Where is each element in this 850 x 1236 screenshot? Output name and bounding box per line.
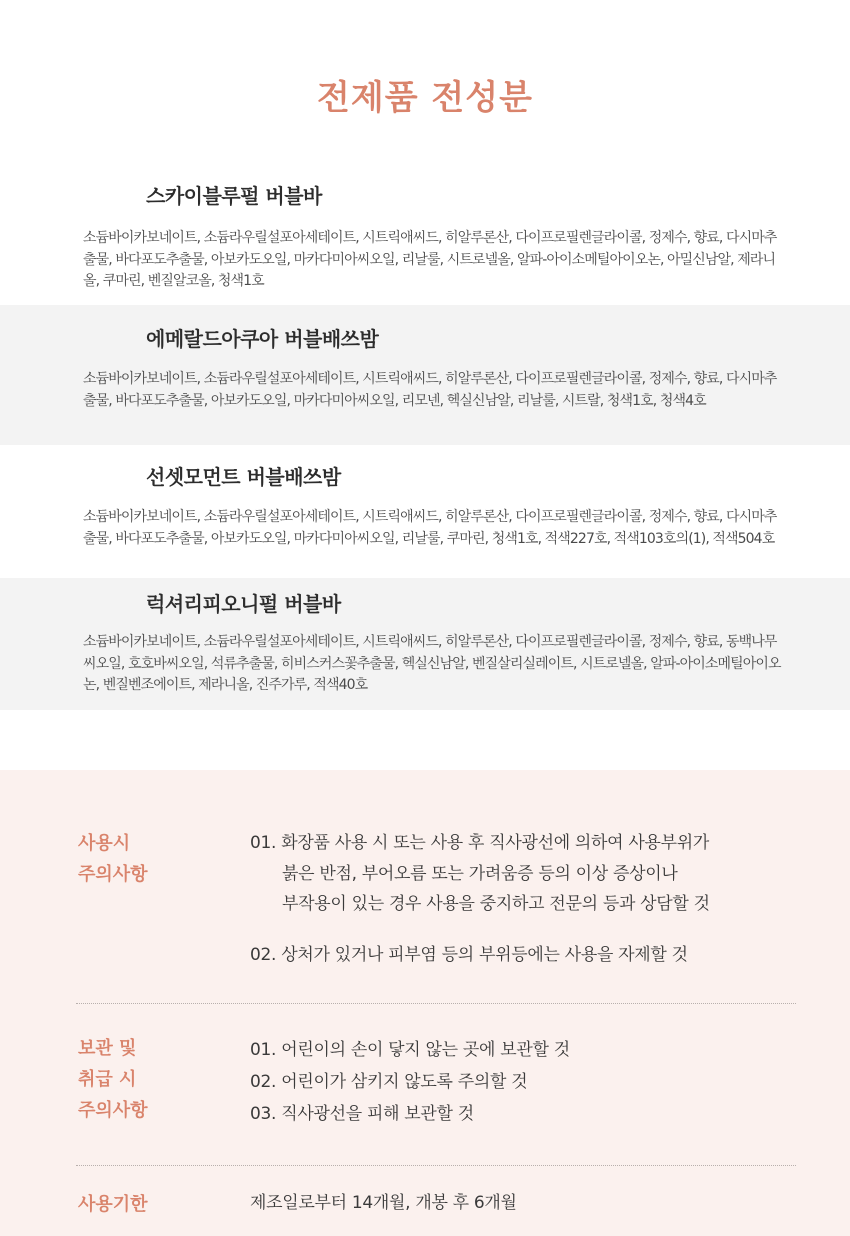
product-section <box>0 578 850 710</box>
caution-list <box>250 828 710 920</box>
divider <box>76 1165 796 1166</box>
expiry-text: 제조일로부터 14개월, 개봉 후 6개월 <box>250 1193 517 1213</box>
caution-label: 사용시 주의사항 <box>78 833 148 885</box>
product-section <box>0 445 850 578</box>
page-title: 전제품 전성분 <box>317 78 533 118</box>
product-ingredients: 소듐바이카보네이트, 소듐라우릴설포아세테이트, 시트릭애씨드, 히알루론산, 다이프로필렌글라이콜, 정제수, 향료, 동백나무씨오일, 호호바씨오일, 석류추출물, 히비스커스꽃추출물, 헥실신남알, 벤질살리실레이트, 시트로넬올, 알파-아이소메틸아이오논, 벤질벤조에이트, 제라니올, 진주가루, 적색40호 <box>83 634 781 693</box>
caution-item: 02. 상처가 있거나 피부염 등의 부위등에는 사용을 자제할 것 <box>250 945 688 965</box>
caution-item-cont: 붉은 반점, 부어오름 또는 가려움증 등의 이상 증상이나 <box>282 863 678 884</box>
caution-item-cont: 부작용이 있는 경우 사용을 중지하고 전문의 등과 상담할 것 <box>282 894 710 914</box>
storage-item: 03. 직사광선을 피해 보관할 것 <box>250 1104 474 1124</box>
product-name: 에메랄드아쿠아 버블배쓰밤 <box>146 327 379 351</box>
storage-label: 보관 및 취급 시 주의사항 <box>78 1038 148 1121</box>
product-name: 선셋모먼트 버블배쓰밤 <box>146 465 341 489</box>
product-name: 스카이블루펄 버블바 <box>146 184 322 208</box>
product-name: 럭셔리피오니펄 버블바 <box>146 592 341 616</box>
product-section <box>0 160 850 305</box>
caution-item: 01. 화장품 사용 시 또는 사용 후 직사광선에 의하여 사용부위가 <box>250 833 709 853</box>
product-ingredients: 소듐바이카보네이트, 소듐라우릴설포아세테이트, 시트릭애씨드, 히알루론산, 다이프로필렌글라이콜, 정제수, 향료, 다시마추출물, 바다포도추출물, 아보카도오일, 마카다미아씨오일, 리모넨, 헥실신남알, 리날룰, 시트랄, 청색1호, 청색4호 <box>83 371 777 409</box>
divider <box>76 1003 796 1004</box>
storage-item: 01. 어린이의 손이 닿지 않는 곳에 보관할 것 <box>250 1040 570 1060</box>
product-section <box>0 305 850 445</box>
storage-item: 02. 어린이가 삼키지 않도록 주의할 것 <box>250 1072 528 1092</box>
product-ingredients: 소듐바이카보네이트, 소듐라우릴설포아세테이트, 시트릭애씨드, 히알루론산, 다이프로필렌글라이콜, 정제수, 향료, 다시마추출물, 바다포도추출물, 아보카도오일, 마카다미아씨오일, 리날룰, 시트로넬올, 알파-아이소메틸아이오논, 아밀신남알, 제라니올, 쿠마린, 벤질알코올, 청색1호 <box>83 230 777 289</box>
product-ingredients: 소듐바이카보네이트, 소듐라우릴설포아세테이트, 시트릭애씨드, 히알루론산, 다이프로필렌글라이콜, 정제수, 향료, 다시마추출물, 바다포도추출물, 아보카도오일, 마카다미아씨오일, 리날룰, 쿠마린, 청색1호, 적색227호, 적색103호의(1), 적색504호 <box>83 509 777 547</box>
expiry-label: 사용기한 <box>78 1194 148 1215</box>
notice-panel <box>0 770 850 1236</box>
storage-list <box>250 1034 570 1130</box>
